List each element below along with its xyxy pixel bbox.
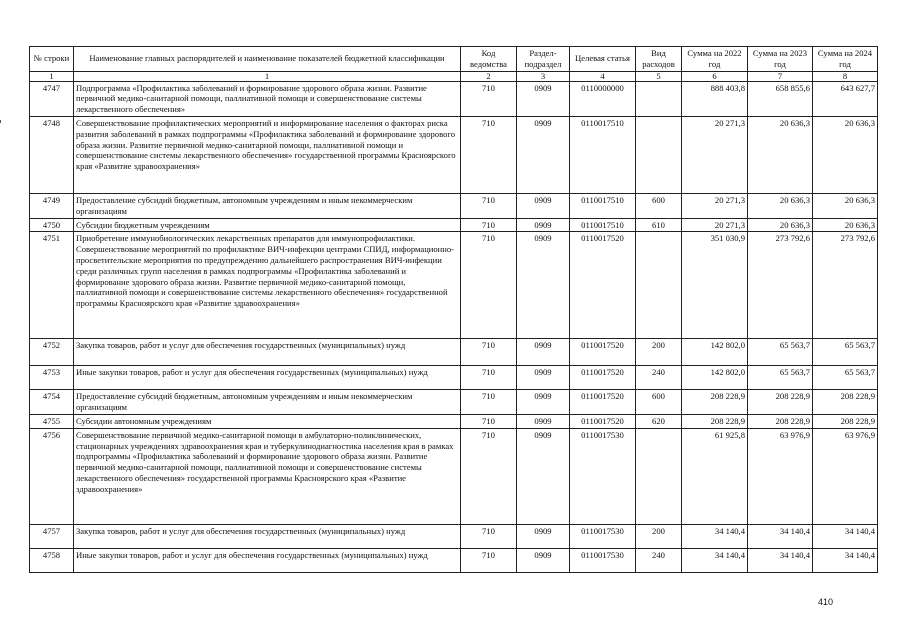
row-sum-2023: 63 976,9 [748,428,813,524]
header-sum-2024: Сумма на 2024 год [813,47,878,72]
row-number: 4753 [30,366,74,390]
row-sum-2022: 351 030,9 [682,232,748,339]
row-sum-2024: 20 636,3 [813,116,878,193]
row-sum-2022: 61 925,8 [682,428,748,524]
row-name: Предоставление субсидий бюджетным, автономным учреждениям и иным некоммерческим организациям [74,390,461,415]
row-name: Закупка товаров, работ и услуг для обеспечения государственных (муниципальных) нужд [74,339,461,366]
row-dept-code: 710 [461,232,517,339]
scan-edge-mark [0,120,1,123]
row-target-article: 0110017520 [570,390,636,415]
table-row [30,218,878,232]
row-expense-type: 200 [636,339,682,366]
row-section: 0909 [517,339,570,366]
row-sum-2022: 34 140,4 [682,548,748,572]
row-target-article: 0110017510 [570,193,636,218]
row-number: 4758 [30,548,74,572]
row-sum-2023: 273 792,6 [748,232,813,339]
row-section: 0909 [517,548,570,572]
row-target-article: 0110017520 [570,232,636,339]
row-section: 0909 [517,232,570,339]
header-name: Наименование главных распорядителей и наименование показателей бюджетной классификации [74,47,461,72]
row-number: 4755 [30,414,74,428]
row-dept-code: 710 [461,339,517,366]
column-number-row [30,71,878,81]
table-row [30,366,878,390]
row-name: Подпрограмма «Профилактика заболеваний и формирование здорового образа жизни. Развитие первичной медико-санитарной помощи, паллиативной помощи и совершенствование системы лекарственного обеспечения» [74,81,461,116]
row-expense-type: 600 [636,193,682,218]
row-name: Закупка товаров, работ и услуг для обеспечения государственных (муниципальных) нужд [74,524,461,548]
row-sum-2023: 65 563,7 [748,339,813,366]
row-section: 0909 [517,218,570,232]
row-target-article: 0110000000 [570,81,636,116]
row-section: 0909 [517,116,570,193]
row-sum-2024: 34 140,4 [813,548,878,572]
table-row [30,339,878,366]
row-sum-2023: 658 855,6 [748,81,813,116]
table-row [30,193,878,218]
row-section: 0909 [517,428,570,524]
row-expense-type: 610 [636,218,682,232]
table-row [30,428,878,524]
row-dept-code: 710 [461,193,517,218]
row-expense-type: 600 [636,390,682,415]
table-row [30,524,878,548]
row-expense-type [636,232,682,339]
row-sum-2024: 20 636,3 [813,218,878,232]
row-number: 4747 [30,81,74,116]
table-body [30,81,878,572]
row-number: 4748 [30,116,74,193]
row-expense-type [636,428,682,524]
budget-table [29,46,878,573]
row-sum-2022: 208 228,9 [682,390,748,415]
row-name: Совершенствование профилактических мероприятий и информирование населения о факторах риска развития заболеваний в рамках подпрограммы «Профилактика заболеваний и формирование здорового образа жизни. Развитие первичной медико-санитарной помощи, паллиативной помощи и совершенствование системы лекарственного обеспечения» государственной программы Красноярского края «Развитие здравоохранения» [74,116,461,193]
row-dept-code: 710 [461,548,517,572]
row-name: Субсидии бюджетным учреждениям [74,218,461,232]
column-number: 2 [461,71,517,81]
row-dept-code: 710 [461,390,517,415]
table-row [30,81,878,116]
row-target-article: 0110017530 [570,524,636,548]
row-sum-2024: 34 140,4 [813,524,878,548]
row-sum-2022: 34 140,4 [682,524,748,548]
budget-table-sheet [29,46,877,573]
header-sum-2022: Сумма на 2022 год [682,47,748,72]
row-number: 4754 [30,390,74,415]
row-dept-code: 710 [461,81,517,116]
header-target-article: Целевая статья [570,47,636,72]
column-number: 6 [682,71,748,81]
row-name: Совершенствование первичной медико-санитарной помощи в амбулаторно-поликлинических, стационарных учреждениях здравоохранения края и туберкулинодиагностика населения края в рамках подпрограммы «Профилактика заболеваний и формирование здорового образа жизни. Развитие первичной медико-санитарной помощи, паллиативной помощи и совершенствование системы лекарственного обеспечения» государственной программы Красноярского края «Развитие здравоохранения» [74,428,461,524]
row-expense-type: 240 [636,548,682,572]
row-sum-2023: 20 636,3 [748,193,813,218]
row-sum-2022: 142 802,0 [682,366,748,390]
row-name: Предоставление субсидий бюджетным, автономным учреждениям и иным некоммерческим организациям [74,193,461,218]
row-target-article: 0110017520 [570,366,636,390]
row-sum-2023: 20 636,3 [748,116,813,193]
row-sum-2024: 65 563,7 [813,339,878,366]
row-target-article: 0110017520 [570,414,636,428]
row-name: Иные закупки товаров, работ и услуг для обеспечения государственных (муниципальных) нужд [74,548,461,572]
row-dept-code: 710 [461,218,517,232]
row-dept-code: 710 [461,116,517,193]
row-number: 4749 [30,193,74,218]
row-sum-2022: 20 271,3 [682,218,748,232]
row-name: Приобретение иммунобиологических лекарственных препаратов для иммунопрофилактики. Совершенствование мероприятий по профилактике ВИЧ-инфекции центрами СПИД, информационно-просветительские мероприятия по предупреждению дальнейшего распространения ВИЧ-инфекции среди различных групп населения в рамках подпрограммы «Профилактика заболеваний и формирование здорового образа жизни. Развитие первичной медико-санитарной помощи, паллиативной помощи и совершенствование системы лекарственного обеспечения» государственной программы Красноярского края «Развитие здравоохранения» [74,232,461,339]
column-number: 7 [748,71,813,81]
row-sum-2022: 888 403,8 [682,81,748,116]
row-section: 0909 [517,414,570,428]
header-expense-type: Вид расходов [636,47,682,72]
page-number: 410 [818,597,834,607]
table-row [30,548,878,572]
column-number: 1 [74,71,461,81]
row-sum-2023: 34 140,4 [748,548,813,572]
row-sum-2023: 20 636,3 [748,218,813,232]
row-number: 4751 [30,232,74,339]
row-section: 0909 [517,524,570,548]
row-sum-2024: 208 228,9 [813,390,878,415]
row-sum-2022: 142 802,0 [682,339,748,366]
row-dept-code: 710 [461,414,517,428]
row-sum-2022: 20 271,3 [682,193,748,218]
row-sum-2024: 63 976,9 [813,428,878,524]
column-number: 4 [570,71,636,81]
row-number: 4750 [30,218,74,232]
row-expense-type: 200 [636,524,682,548]
column-number: 5 [636,71,682,81]
column-number: 1 [30,71,74,81]
header-row-number: № строки [30,47,74,72]
row-section: 0909 [517,81,570,116]
table-row [30,390,878,415]
row-section: 0909 [517,193,570,218]
row-name: Иные закупки товаров, работ и услуг для обеспечения государственных (муниципальных) нужд [74,366,461,390]
table-row [30,116,878,193]
column-number: 8 [813,71,878,81]
row-sum-2022: 208 228,9 [682,414,748,428]
row-sum-2023: 208 228,9 [748,414,813,428]
row-number: 4756 [30,428,74,524]
row-sum-2024: 65 563,7 [813,366,878,390]
row-section: 0909 [517,390,570,415]
row-sum-2023: 65 563,7 [748,366,813,390]
row-expense-type [636,81,682,116]
table-row [30,414,878,428]
row-sum-2024: 20 636,3 [813,193,878,218]
row-target-article: 0110017530 [570,428,636,524]
row-expense-type: 620 [636,414,682,428]
row-sum-2024: 208 228,9 [813,414,878,428]
row-number: 4752 [30,339,74,366]
row-section: 0909 [517,366,570,390]
row-dept-code: 710 [461,366,517,390]
row-sum-2023: 34 140,4 [748,524,813,548]
table-header-row [30,47,878,72]
row-target-article: 0110017530 [570,548,636,572]
row-sum-2024: 643 627,7 [813,81,878,116]
row-expense-type: 240 [636,366,682,390]
header-section: Раздел-подраздел [517,47,570,72]
row-sum-2022: 20 271,3 [682,116,748,193]
row-target-article: 0110017510 [570,218,636,232]
table-row [30,232,878,339]
header-dept-code: Код ведомства [461,47,517,72]
row-sum-2024: 273 792,6 [813,232,878,339]
column-number: 3 [517,71,570,81]
row-sum-2023: 208 228,9 [748,390,813,415]
row-number: 4757 [30,524,74,548]
row-expense-type [636,116,682,193]
row-target-article: 0110017520 [570,339,636,366]
row-dept-code: 710 [461,428,517,524]
row-target-article: 0110017510 [570,116,636,193]
row-name: Субсидии автономным учреждениям [74,414,461,428]
header-sum-2023: Сумма на 2023 год [748,47,813,72]
row-dept-code: 710 [461,524,517,548]
